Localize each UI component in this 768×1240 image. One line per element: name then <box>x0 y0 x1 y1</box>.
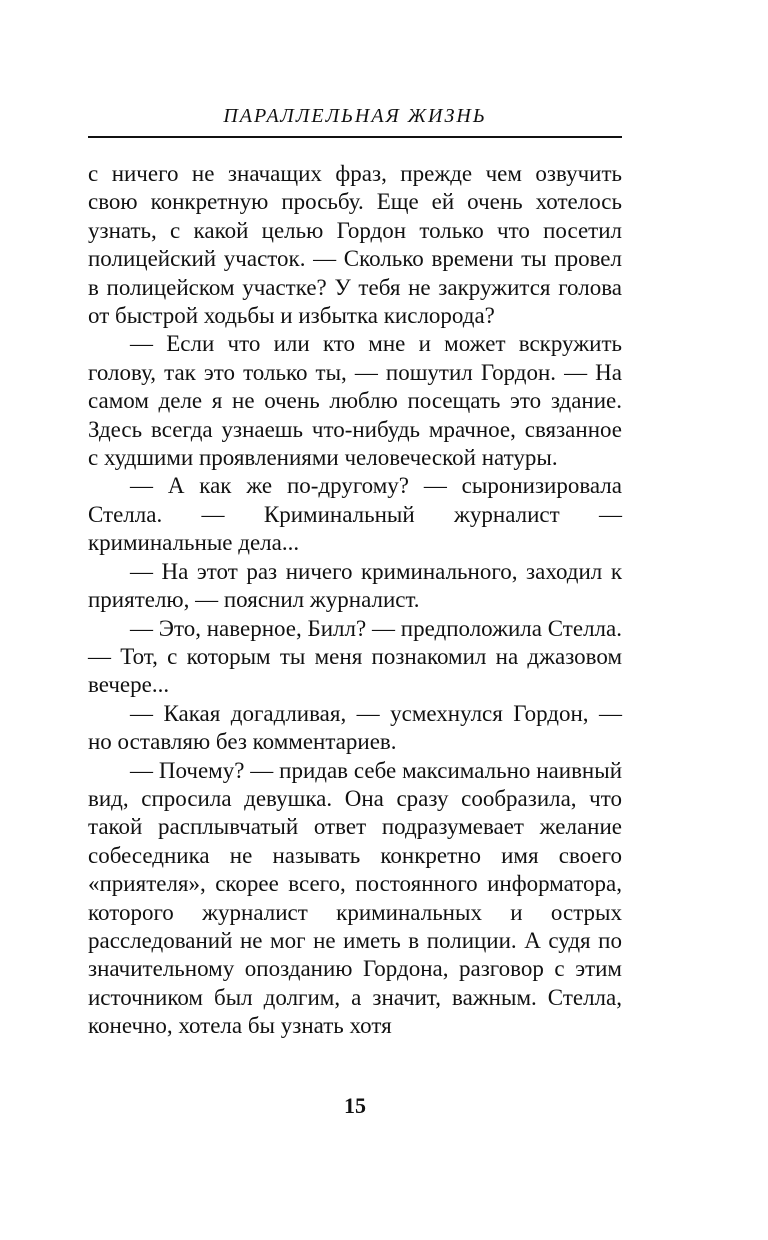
paragraph-1: с ничего не значащих фраз, прежде чем озвучить свою конкретную просьбу. Еще ей очень хотелось узнать, с какой целью Гордон только что посетил полицейский участок. — Сколько времени ты провел в полицейском участке? У тебя не закружится голова от быстрой ходьбы и избытка кислорода? <box>88 161 622 329</box>
running-title: ПАРАЛЛЕЛЬНАЯ ЖИЗНЬ <box>223 105 487 127</box>
page-body <box>88 160 622 1041</box>
paragraph-6: — Какая догадливая, — усмехнулся Гордон, — но оставляю без комментариев. <box>88 700 622 755</box>
paragraph-3: — А как же по-другому? — сыронизировала Стелла. — Криминальный журналист — криминальные дела... <box>88 473 622 556</box>
header-rule <box>88 136 622 138</box>
paragraph-5: — Это, наверное, Билл? — предположила Стелла. — Тот, с которым ты меня познакомил на джазовом вечере... <box>88 615 622 698</box>
paragraph-4: — На этот раз ничего криминального, заходил к приятелю, — пояснил журналист. <box>88 558 622 613</box>
paragraph-7: — Почему? — придав себе максимально наивный вид, спросила девушка. Она сразу сообразила, что такой расплывчатый ответ подразумевает желание собеседника не называть конкретно имя своего «приятеля», скорее всего, постоянного информатора, которого журналист криминальных и острых расследований не мог не иметь в полиции. А судя по значительному опозданию Гордона, разговор с этим источником был долгим, а значит, важным. Стелла, конечно, хотела бы узнать хотя <box>88 757 622 1039</box>
page-number: 15 <box>344 1093 366 1118</box>
paragraph-2: — Если что или кто мне и может вскружить голову, так это только ты, — пошутил Гордон. — На самом деле я не очень люблю посещать это здание. Здесь всегда узнаешь что-нибудь мрачное, связанное с худшими проявлениями человеческой натуры. <box>88 331 622 471</box>
